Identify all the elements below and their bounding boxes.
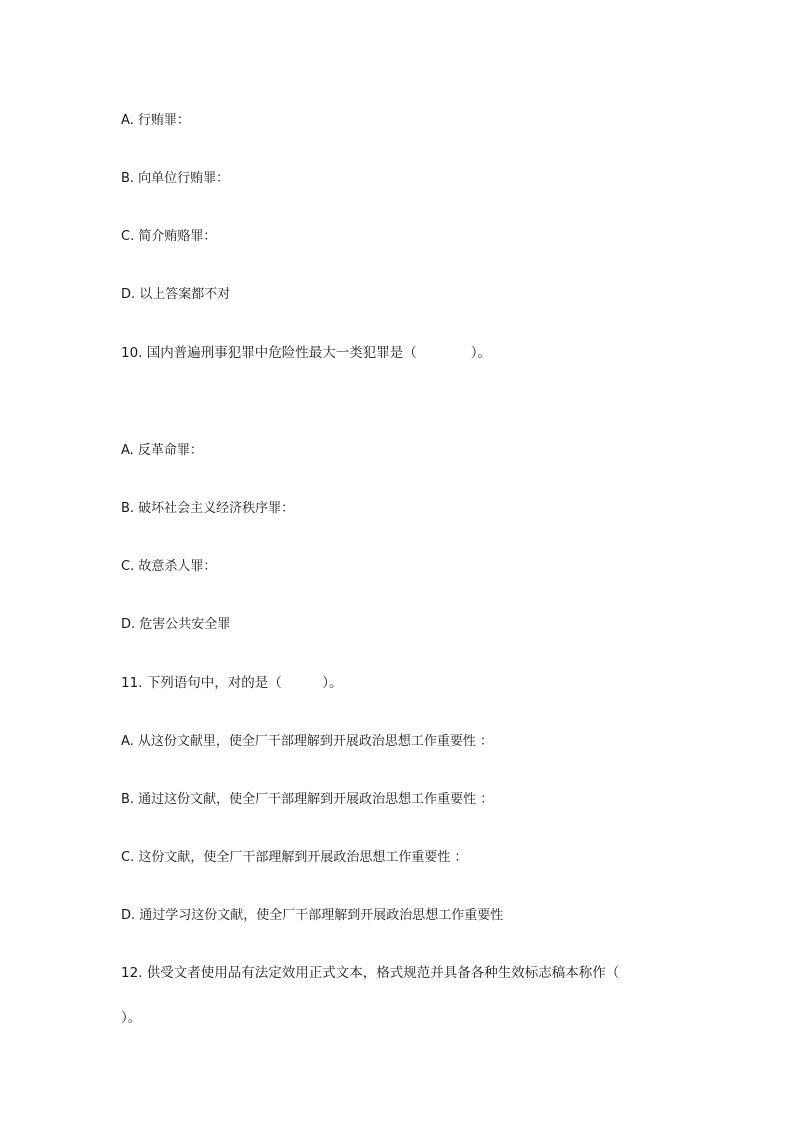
q11-option-c: C. 这份文献，使全厂干部理解到开展政治思想工作重要性 ：: [121, 850, 468, 865]
q10-question: 10. 国内普遍刑事犯罪中危险性最大一类犯罪是（ ）。: [121, 345, 492, 361]
q10-option-a: A. 反革命罪：: [121, 443, 203, 458]
q11-option-b: B. 通过这份文献，使全厂干部理解到开展政治思想工作重要性 ：: [121, 792, 494, 807]
q9-option-a: A. 行贿罪：: [121, 113, 190, 128]
q10-option-c: C. 故意杀人罪：: [121, 559, 217, 574]
q11-option-a: A. 从这份文献里，使全厂干部理解到开展政治思想工作重要性 ：: [121, 734, 494, 749]
q12-question-line2: ）。: [121, 1010, 142, 1026]
q9-option-c: C. 简介贿赂罪：: [121, 229, 217, 244]
q10-option-d: D. 危害公共安全罪: [121, 617, 231, 632]
q12-question-line1: 12. 供受文者使用品有法定效用正式文本，格式规范并具备各种生效标志稿本称作（: [121, 965, 620, 981]
q9-option-d: D. 以上答案都不对: [121, 287, 231, 302]
q11-option-d: D. 通过学习这份文献，使全厂干部理解到开展政治思想工作重要性: [121, 908, 504, 923]
q9-option-b: B. 向单位行贿罪：: [121, 171, 230, 186]
q10-option-b: B. 破坏社会主义经济秩序罪：: [121, 501, 295, 516]
q11-question: 11. 下列语句中，对的是（ ）。: [121, 675, 343, 691]
